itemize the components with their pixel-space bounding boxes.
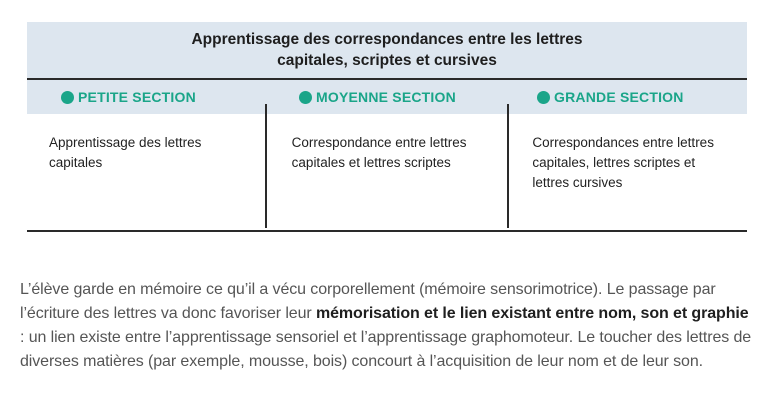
- table-title-line-1: Apprentissage des correspondances entre les lettres: [191, 31, 583, 48]
- table-title: [27, 29, 747, 71]
- bullet-dot-icon: [537, 91, 550, 104]
- column-heading-label: MOYENNE SECTION: [316, 89, 456, 105]
- column-divider: [265, 104, 267, 228]
- paragraph-text-start: L’élève garde en mémoire ce qu’il a vécu corporellement (mémoire sensorimotrice). Le passage par l’écriture des lettres va donc favoriser leur: [20, 281, 716, 322]
- table-header: [27, 22, 747, 80]
- column-body-moyenne-section: Correspondance entre lettres capitales et lettres scriptes: [291, 135, 467, 170]
- correspondence-table: [27, 22, 747, 232]
- column-body-grande-section: Correspondances entre lettres capitales, lettres scriptes et lettres cursives: [532, 135, 714, 190]
- column-heading-label: GRANDE SECTION: [554, 89, 684, 105]
- column-heading-moyenne-section: [271, 80, 509, 114]
- table-title-line-2: capitales, scriptes et cursives: [277, 52, 497, 69]
- body-paragraph: [20, 278, 755, 374]
- column-divider: [507, 104, 509, 228]
- column-headings: [27, 80, 747, 114]
- column-body-petite-section: Apprentissage des lettres capitales: [49, 135, 202, 170]
- bullet-dot-icon: [61, 91, 74, 104]
- column-heading-petite-section: [27, 80, 271, 114]
- paragraph-text-end: : un lien existe entre l’apprentissage sensoriel et l’apprentissage graphomoteur. Le toucher des lettres de diverses matières (par exemple, mousse, bois) concourt à l’acquisition de leur nom et de leur son.: [20, 329, 752, 370]
- paragraph-bold-text: mémorisation et le lien existant entre nom, son et graphie: [315, 305, 749, 322]
- column-heading-label: PETITE SECTION: [78, 89, 196, 105]
- bullet-dot-icon: [299, 91, 312, 104]
- column-heading-grande-section: [509, 80, 747, 114]
- column-bodies: [27, 114, 747, 232]
